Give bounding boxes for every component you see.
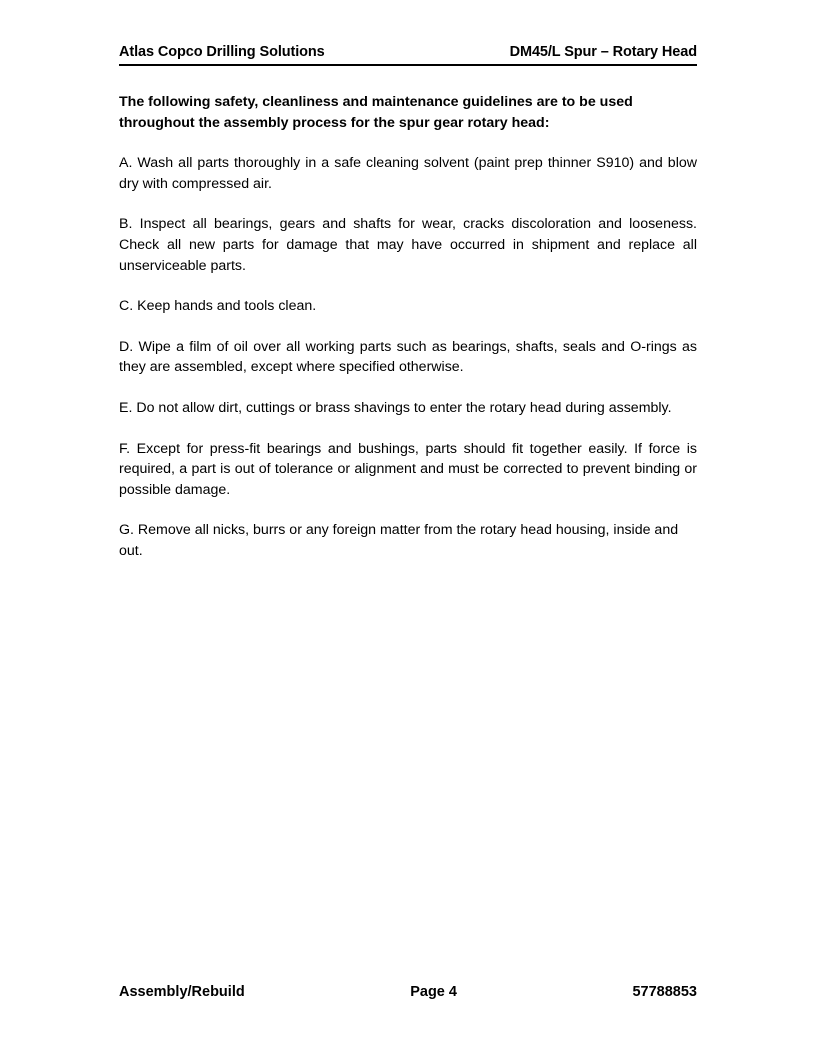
guideline-paragraph-f: F. Except for press-fit bearings and bushings, parts should fit together easily. If force is required, a part is out of tolerance or alignment and must be corrected to prevent binding or possible damage. <box>119 440 697 498</box>
guideline-paragraph-g: G. Remove all nicks, burrs or any foreign matter from the rotary head housing, inside and out. <box>119 522 679 559</box>
guideline-paragraph-d: D. Wipe a film of oil over all working parts such as bearings, shafts, seals and O-rings as they are assembled, except where specified otherwise. <box>119 338 697 376</box>
page-header <box>119 44 697 64</box>
header-company-name: Atlas Copco Drilling Solutions <box>119 44 325 60</box>
footer-page-number: Page 4 <box>410 984 457 1000</box>
page-content <box>119 44 697 562</box>
header-divider <box>119 64 697 66</box>
intro-paragraph: The following safety, cleanliness and maintenance guidelines are to be used throughout the assembly process for the spur gear rotary head: <box>119 94 633 131</box>
guideline-paragraph-a: A. Wash all parts thoroughly in a safe cleaning solvent (paint prep thinner S910) and blow dry with compressed air. <box>119 155 697 192</box>
guideline-paragraph-c: C. Keep hands and tools clean. <box>119 298 317 315</box>
guideline-paragraph-b: B. Inspect all bearings, gears and shafts for wear, cracks discoloration and looseness. Check all new parts for damage that may have occurred in shipment and replace all unserviceable parts. <box>119 216 697 274</box>
page-footer <box>119 984 697 1000</box>
footer-section-label: Assembly/Rebuild <box>119 984 245 1000</box>
header-document-title: DM45/L Spur – Rotary Head <box>509 44 697 60</box>
guideline-paragraph-e: E. Do not allow dirt, cuttings or brass shavings to enter the rotary head during assembly. <box>119 399 672 416</box>
footer-document-number: 57788853 <box>632 984 697 1000</box>
